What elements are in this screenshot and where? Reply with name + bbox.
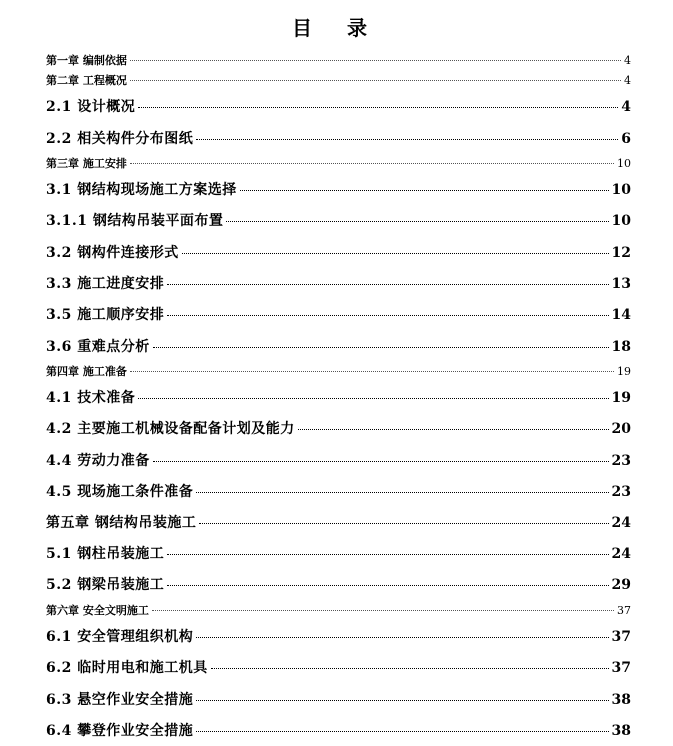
toc-entry[interactable] xyxy=(46,128,631,148)
toc-entry-label: 第六章 安全文明施工 xyxy=(46,604,149,617)
toc-entry-page: 10 xyxy=(611,182,631,198)
toc-entry[interactable] xyxy=(46,387,631,407)
toc-leader-dots xyxy=(199,523,608,524)
toc-entry[interactable] xyxy=(46,304,631,324)
toc-entry[interactable] xyxy=(46,52,631,68)
toc-entry[interactable] xyxy=(46,336,631,356)
toc-entry-page: 10 xyxy=(617,157,631,170)
toc-entry-label: 3.1.1 钢结构吊装平面布置 xyxy=(46,213,224,229)
toc-entry-page: 4 xyxy=(621,99,631,115)
toc-entry-page: 38 xyxy=(611,692,631,708)
toc-leader-dots xyxy=(130,80,621,81)
toc-entry-label: 4.1 技术准备 xyxy=(46,390,136,406)
toc-leader-dots xyxy=(182,253,609,254)
toc-entry[interactable] xyxy=(46,543,631,563)
toc-entry-label: 3.1 钢结构现场施工方案选择 xyxy=(46,182,237,198)
toc-entry-label: 2.1 设计概况 xyxy=(46,99,136,115)
toc-leader-dots xyxy=(167,315,608,316)
toc-entry[interactable] xyxy=(46,273,631,293)
toc-entry[interactable] xyxy=(46,720,631,740)
toc-entry-page: 4 xyxy=(624,74,631,87)
toc-leader-dots xyxy=(167,284,608,285)
toc-entry-label: 6.4 攀登作业安全措施 xyxy=(46,723,194,739)
toc-leader-dots xyxy=(196,637,608,638)
toc-entry[interactable] xyxy=(46,574,631,594)
toc-entry[interactable] xyxy=(46,602,631,618)
toc-leader-dots xyxy=(153,347,609,348)
toc-entry[interactable] xyxy=(46,363,631,379)
toc-entry[interactable] xyxy=(46,481,631,501)
toc-entry[interactable] xyxy=(46,179,631,199)
toc-entry-page: 23 xyxy=(611,484,631,500)
toc-entry-page: 10 xyxy=(611,213,631,229)
page-title: 目 录 xyxy=(292,16,381,40)
toc-leader-dots xyxy=(153,461,609,462)
toc-entry-page: 38 xyxy=(611,723,631,739)
toc-entry-page: 37 xyxy=(611,660,631,676)
toc-entry-page: 24 xyxy=(611,515,631,531)
toc-entry-page: 4 xyxy=(624,54,631,67)
toc-leader-dots xyxy=(298,429,609,430)
toc-entry-label: 3.2 钢构件连接形式 xyxy=(46,245,179,261)
toc-entry-label: 第三章 施工安排 xyxy=(46,157,127,170)
toc-entry-page: 19 xyxy=(617,365,631,378)
toc-leader-dots xyxy=(167,554,608,555)
toc-leader-dots xyxy=(211,668,609,669)
toc-entry-label: 第一章 编制依据 xyxy=(46,54,127,67)
toc-leader-dots xyxy=(130,60,621,61)
toc-entry-label: 第五章 钢结构吊装施工 xyxy=(46,515,197,531)
toc-entry-label: 3.6 重难点分析 xyxy=(46,339,150,355)
toc-entry[interactable] xyxy=(46,96,631,116)
toc-entry-page: 12 xyxy=(611,245,631,261)
toc-entry-label: 4.2 主要施工机械设备配备计划及能力 xyxy=(46,421,295,437)
toc-entry-page: 37 xyxy=(617,604,631,617)
toc-leader-dots xyxy=(167,585,608,586)
toc-entry[interactable] xyxy=(46,210,631,230)
toc-entry-page: 37 xyxy=(611,629,631,645)
toc-entry[interactable] xyxy=(46,512,631,532)
toc-entry[interactable] xyxy=(46,450,631,470)
toc-entry-label: 6.1 安全管理组织机构 xyxy=(46,629,194,645)
toc-leader-dots xyxy=(196,731,608,732)
toc-entry[interactable] xyxy=(46,418,631,438)
toc-entry-label: 5.2 钢梁吊装施工 xyxy=(46,577,165,593)
toc-entry[interactable] xyxy=(46,242,631,262)
toc-entry-label: 4.4 劳动力准备 xyxy=(46,453,150,469)
toc-leader-dots xyxy=(226,221,608,222)
toc-entry-page: 19 xyxy=(611,390,631,406)
toc-entry-page: 14 xyxy=(611,307,631,323)
toc-entry[interactable] xyxy=(46,689,631,709)
toc-leader-dots xyxy=(196,492,608,493)
toc-entry-page: 6 xyxy=(621,131,631,147)
toc-entry-page: 13 xyxy=(611,276,631,292)
toc-entry-label: 第四章 施工准备 xyxy=(46,365,127,378)
toc-leader-dots xyxy=(196,139,618,140)
toc-entry-label: 2.2 相关构件分布图纸 xyxy=(46,131,194,147)
toc-leader-dots xyxy=(130,163,614,164)
toc-entry[interactable] xyxy=(46,155,631,171)
toc-leader-dots xyxy=(196,700,608,701)
toc-entry[interactable] xyxy=(46,657,631,677)
toc-entry-label: 第二章 工程概况 xyxy=(46,74,127,87)
toc-entry[interactable] xyxy=(46,626,631,646)
toc-leader-dots xyxy=(152,610,614,611)
toc-entry-page: 18 xyxy=(611,339,631,355)
toc-entry[interactable] xyxy=(46,72,631,88)
toc-leader-dots xyxy=(130,371,614,372)
toc-entry-page: 23 xyxy=(611,453,631,469)
toc-entry-label: 6.2 临时用电和施工机具 xyxy=(46,660,208,676)
toc-entry-label: 5.1 钢柱吊装施工 xyxy=(46,546,165,562)
toc-entry-page: 20 xyxy=(611,421,631,437)
toc-leader-dots xyxy=(138,398,608,399)
toc-entry-label: 4.5 现场施工条件准备 xyxy=(46,484,194,500)
toc-leader-dots xyxy=(240,190,609,191)
toc-entry-label: 6.3 悬空作业安全措施 xyxy=(46,692,194,708)
toc-entry-page: 29 xyxy=(611,577,631,593)
toc-entry-label: 3.5 施工顺序安排 xyxy=(46,307,165,323)
toc-entry-label: 3.3 施工进度安排 xyxy=(46,276,165,292)
toc-entry-page: 24 xyxy=(611,546,631,562)
toc-leader-dots xyxy=(138,107,618,108)
